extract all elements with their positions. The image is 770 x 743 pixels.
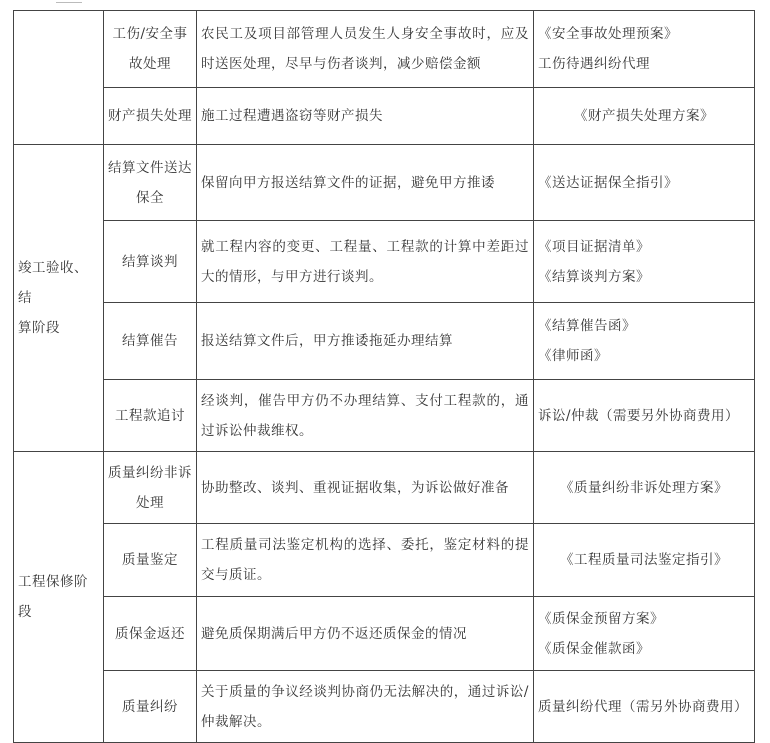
description-cell: 报送结算文件后，甲方推诿拖延办理结算 (197, 303, 534, 380)
description-cell: 经谈判，催告甲方仍不办理结算、支付工程款的，通过诉讼仲裁维权。 (197, 380, 534, 452)
description-cell: 工程质量司法鉴定机构的选择、委托，鉴定材料的提交与质证。 (197, 524, 534, 597)
document-cell: 《质保金预留方案》 《质保金催款函》 (534, 597, 755, 671)
item-cell: 结算催告 (104, 303, 197, 380)
item-cell: 财产损失处理 (104, 88, 197, 145)
table-row (14, 221, 755, 303)
table-row (14, 597, 755, 671)
stage-cell-warranty: 工程保修阶段 (14, 452, 104, 743)
item-cell: 质量纠纷 (104, 671, 197, 743)
item-cell: 结算文件送达 保全 (104, 145, 197, 221)
description-cell: 农民工及项目部管理人员发生人身安全事故时，应及时送医处理，尽早与伤者谈判，减少赔偿金额 (197, 11, 534, 88)
item-cell: 工程款追讨 (104, 380, 197, 452)
document-cell: 《财产损失处理方案》 (534, 88, 755, 145)
item-cell: 结算谈判 (104, 221, 197, 303)
item-cell: 工伤/安全事 故处理 (104, 11, 197, 88)
document-cell: 《结算催告函》 《律师函》 (534, 303, 755, 380)
document-cell: 《工程质量司法鉴定指引》 (534, 524, 755, 597)
table-row (14, 11, 755, 88)
table-row (14, 303, 755, 380)
top-scan-mark (56, 2, 82, 3)
table-row (14, 380, 755, 452)
table-row (14, 88, 755, 145)
item-cell: 质保金返还 (104, 597, 197, 671)
document-cell: 《项目证据清单》 《结算谈判方案》 (534, 221, 755, 303)
legal-service-table (13, 10, 755, 743)
document-cell: 《安全事故处理预案》 工伤待遇纠纷代理 (534, 11, 755, 88)
item-cell: 质量纠纷非诉 处理 (104, 452, 197, 524)
document-cell: 《质量纠纷非诉处理方案》 (534, 452, 755, 524)
description-cell: 协助整改、谈判、重视证据收集，为诉讼做好准备 (197, 452, 534, 524)
description-cell: 保留向甲方报送结算文件的证据，避免甲方推诿 (197, 145, 534, 221)
table-row (14, 452, 755, 524)
table-row (14, 524, 755, 597)
document-cell: 质量纠纷代理（需另外协商费用） (534, 671, 755, 743)
stage-cell-settlement: 竣工验收、结 算阶段 (14, 145, 104, 452)
item-cell: 质量鉴定 (104, 524, 197, 597)
stage-cell-empty (14, 11, 104, 145)
description-cell: 就工程内容的变更、工程量、工程款的计算中差距过大的情形，与甲方进行谈判。 (197, 221, 534, 303)
description-cell: 关于质量的争议经谈判协商仍无法解决的，通过诉讼/仲裁解决。 (197, 671, 534, 743)
document-cell: 《送达证据保全指引》 (534, 145, 755, 221)
document-cell: 诉讼/仲裁（需要另外协商费用） (534, 380, 755, 452)
description-cell: 施工过程遭遇盗窃等财产损失 (197, 88, 534, 145)
description-cell: 避免质保期满后甲方仍不返还质保金的情况 (197, 597, 534, 671)
table-row (14, 671, 755, 743)
table-row (14, 145, 755, 221)
